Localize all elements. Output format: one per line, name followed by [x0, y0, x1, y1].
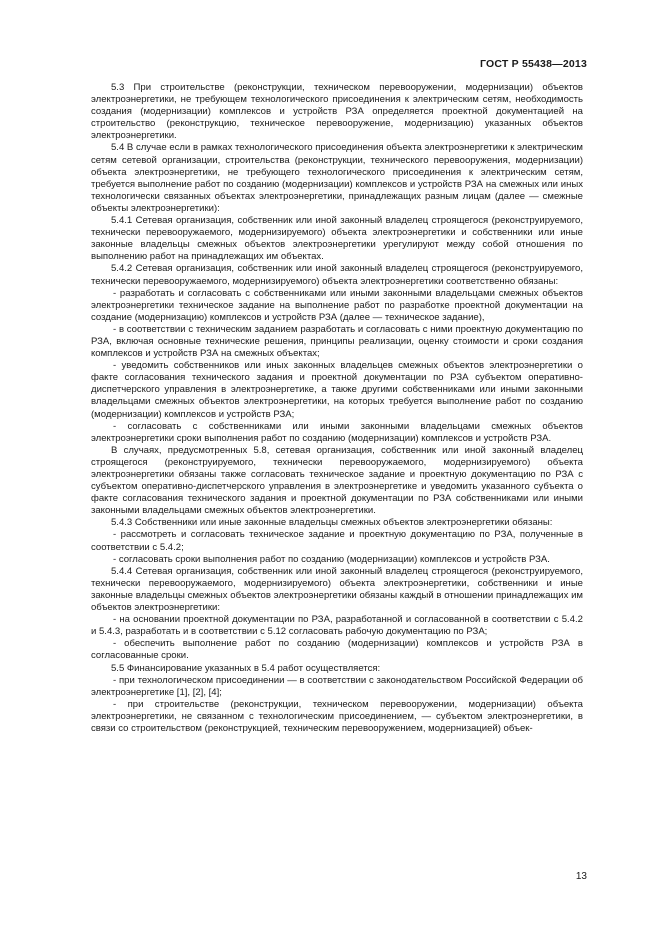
- paragraph-5-5: 5.5 Финансирование указанных в 5.4 работ осуществляется:: [111, 662, 381, 674]
- paragraph-5-4-3: 5.4.3 Собственники или иные законные владельцы смежных объектов электроэнергетики обязаны:: [111, 517, 553, 529]
- body-text: [91, 82, 583, 735]
- list-item: - при технологическом присоединении — в соответствии с законодательством Российской Федерации об электроэнергетике [1], [2], [4];: [91, 674, 583, 698]
- list-item: - на основании проектной документации по РЗА, разработанной и согласованной в соответствии с 5.4.2 и 5.4.3, разработать и в соответствии с 5.12 согласовать рабочую документацию по РЗА;: [91, 614, 583, 638]
- list-item: - при строительстве (реконструкции, техническом перевооружении, модернизации) объекта электроэнергетики, не связанном с технологическим присоединением, — субъектом электроэнергетики, в связи со строительством (реконструкцией, техническим перевооружением, модернизацией) объек-: [91, 698, 583, 734]
- list-item: - разработать и согласовать с собственниками или иными законными владельцами смежных объектов электроэнергетики техническое задание на выполнение работ по разработке проектной документации на создание (модернизацию) комплексов и устройств РЗА (далее — техническое задание),: [91, 287, 583, 323]
- list-item: - обеспечить выполнение работ по созданию (модернизации) комплексов и устройств РЗА в согласованные сроки.: [91, 638, 583, 662]
- list-item: - согласовать сроки выполнения работ по созданию (модернизации) комплексов и устройств РЗА.: [113, 553, 550, 565]
- document-code: ГОСТ Р 55438—2013: [479, 58, 587, 70]
- paragraph-5-4: 5.4 В случае если в рамках технологического присоединения объекта электроэнергетики к электрическим сетям сетевой организации, строительства (реконструкции, технического перевооружения, модернизации) объекта электроэнергетики, не требующего технологического присоединения к электрическим сетям, требуется выполнение работ по созданию (модернизации) комплексов и устройств РЗА на смежных или иных технологически связанных объектах электроэнергетики, принадлежащих разным лицам (далее — смежные объекты электроэнергетики):: [91, 142, 583, 214]
- paragraph-5-4-1: 5.4.1 Сетевая организация, собственник или иной законный владелец строящегося (реконструируемого, технически перевооружаемого, модернизируемого) объекта электроэнергетики и собственники или иные законные владельцы смежных объектов электроэнергетики урегулируют между собой отношения по выполнению работ на принадлежащих им объектах.: [91, 215, 583, 263]
- paragraph-cases-5-8: В случаях, предусмотренных 5.8, сетевая организация, собственник или иной законный владелец строящегося (реконструируемого, технически перевооружаемого, модернизируемого) объекта электроэнергетики обязаны также согласовать техническое задание и проектную документацию по РЗА с субъектом оперативно-диспетчерского управления в электроэнергетике и уведомить указанного субъекта о факте согласования технического задания и проектной документации по РЗА собственниками или иными законными владельцами смежных объектов электроэнергетики.: [91, 444, 583, 517]
- page-number: 13: [575, 871, 587, 882]
- paragraph-5-4-2: 5.4.2 Сетевая организация, собственник или иной законный владелец строящегося (реконструируемого, технически перевооружаемого, модернизируемого) объекта электроэнергетики соответственно обязаны:: [91, 263, 583, 287]
- list-item: - в соответствии с техническим заданием разработать и согласовать с ними проектную документацию по РЗА, включая основные технические решения, принципы реализации, оценку стоимости и сроки создания комплексов и устройств РЗА на смежных объектах;: [91, 323, 583, 360]
- paragraph-5-4-4: 5.4.4 Сетевая организация, собственник или иной законный владелец строящегося (реконструируемого, технически перевооружаемого, модернизируемого) объекта электроэнергетики, собственники и иные законные владельцы смежных объектов электроэнергетики обязаны каждый в отношении принадлежащих им объектов электроэнергетики:: [91, 565, 583, 614]
- list-item: - согласовать с собственниками или иными законными владельцами смежных объектов электроэнергетики сроки выполнения работ по созданию (модернизации) комплексов и устройств РЗА.: [91, 420, 583, 444]
- paragraph-5-3: 5.3 При строительстве (реконструкции, техническом перевооружении, модернизации) объектов электроэнергетики, не требующем технологического присоединения к электрическим сетям, необходимость создания (модернизации) комплексов и устройств РЗА определяется проектной документацией на строительство (реконструкцию, техническое перевооружение, модернизацию) указанных объектов электроэнергетики.: [91, 82, 583, 142]
- list-item: - рассмотреть и согласовать техническое задание и проектную документацию по РЗА, полученные в соответствии с 5.4.2;: [91, 529, 583, 553]
- list-item: - уведомить собственников или иных законных владельцев смежных объектов электроэнергетики о факте согласования технического задания и проектной документации по РЗА субъектом оперативно-диспетчерского управления в электроэнергетике, а также другими собственниками или иными законными владельцами смежных объектов электроэнергетики, на которых требуется выполнение работ по созданию (модернизации) комплексов и устройств РЗА;: [91, 360, 583, 420]
